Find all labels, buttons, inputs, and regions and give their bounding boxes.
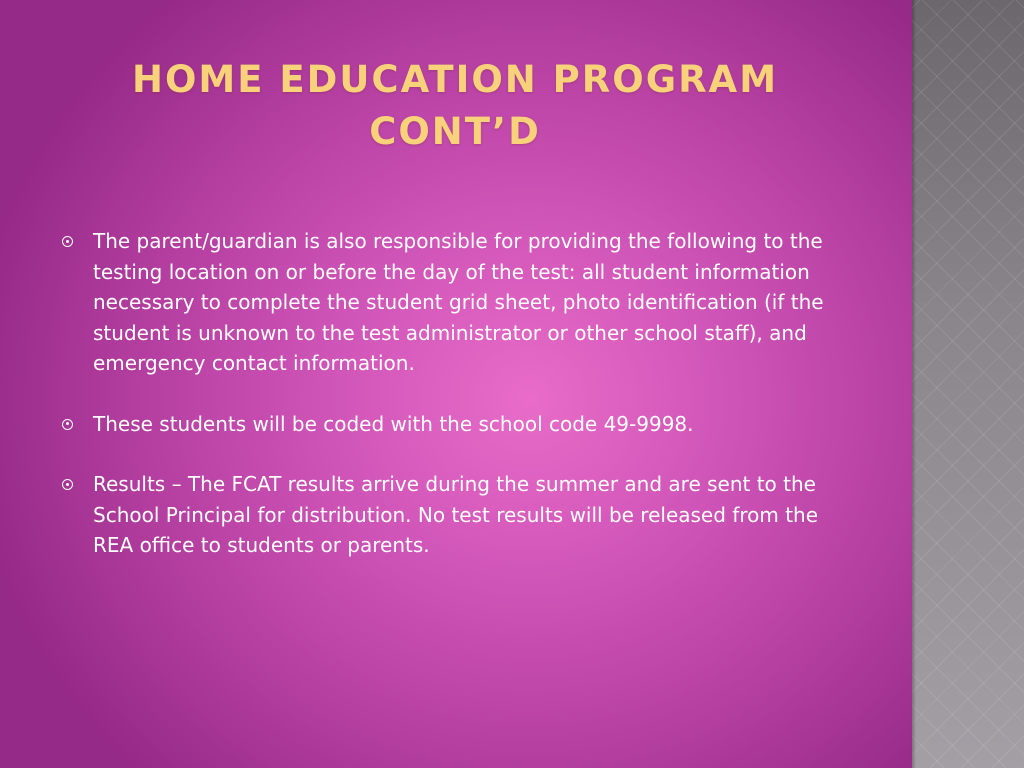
bullet-list [62,226,862,591]
bullet-item [62,469,862,561]
bullet-text: These students will be coded with the school code 49-9998. [93,411,694,436]
bullet-text: Results – The FCAT results arrive during the summer and are sent to the School Principal for distribution. No test results will be released from the REA office to students or parents. [93,472,819,557]
bullet-item [62,226,862,379]
decorative-side-panel [912,0,1024,768]
slide-title: HOME EDUCATION PROGRAM CONT’D [131,58,779,153]
circle-dot-bullet-icon [62,479,73,490]
side-panel-divider [912,0,916,768]
circle-dot-bullet-icon [62,236,73,247]
circle-dot-bullet-icon [62,419,73,430]
bullet-text: The parent/guardian is also responsible for providing the following to the testing location on or before the day of the test: all student information necessary to complete the student grid sheet, photo identification (if the student is unknown to the test administrator or other school staff), and emergency contact information. [93,229,824,375]
bullet-item [62,409,862,440]
